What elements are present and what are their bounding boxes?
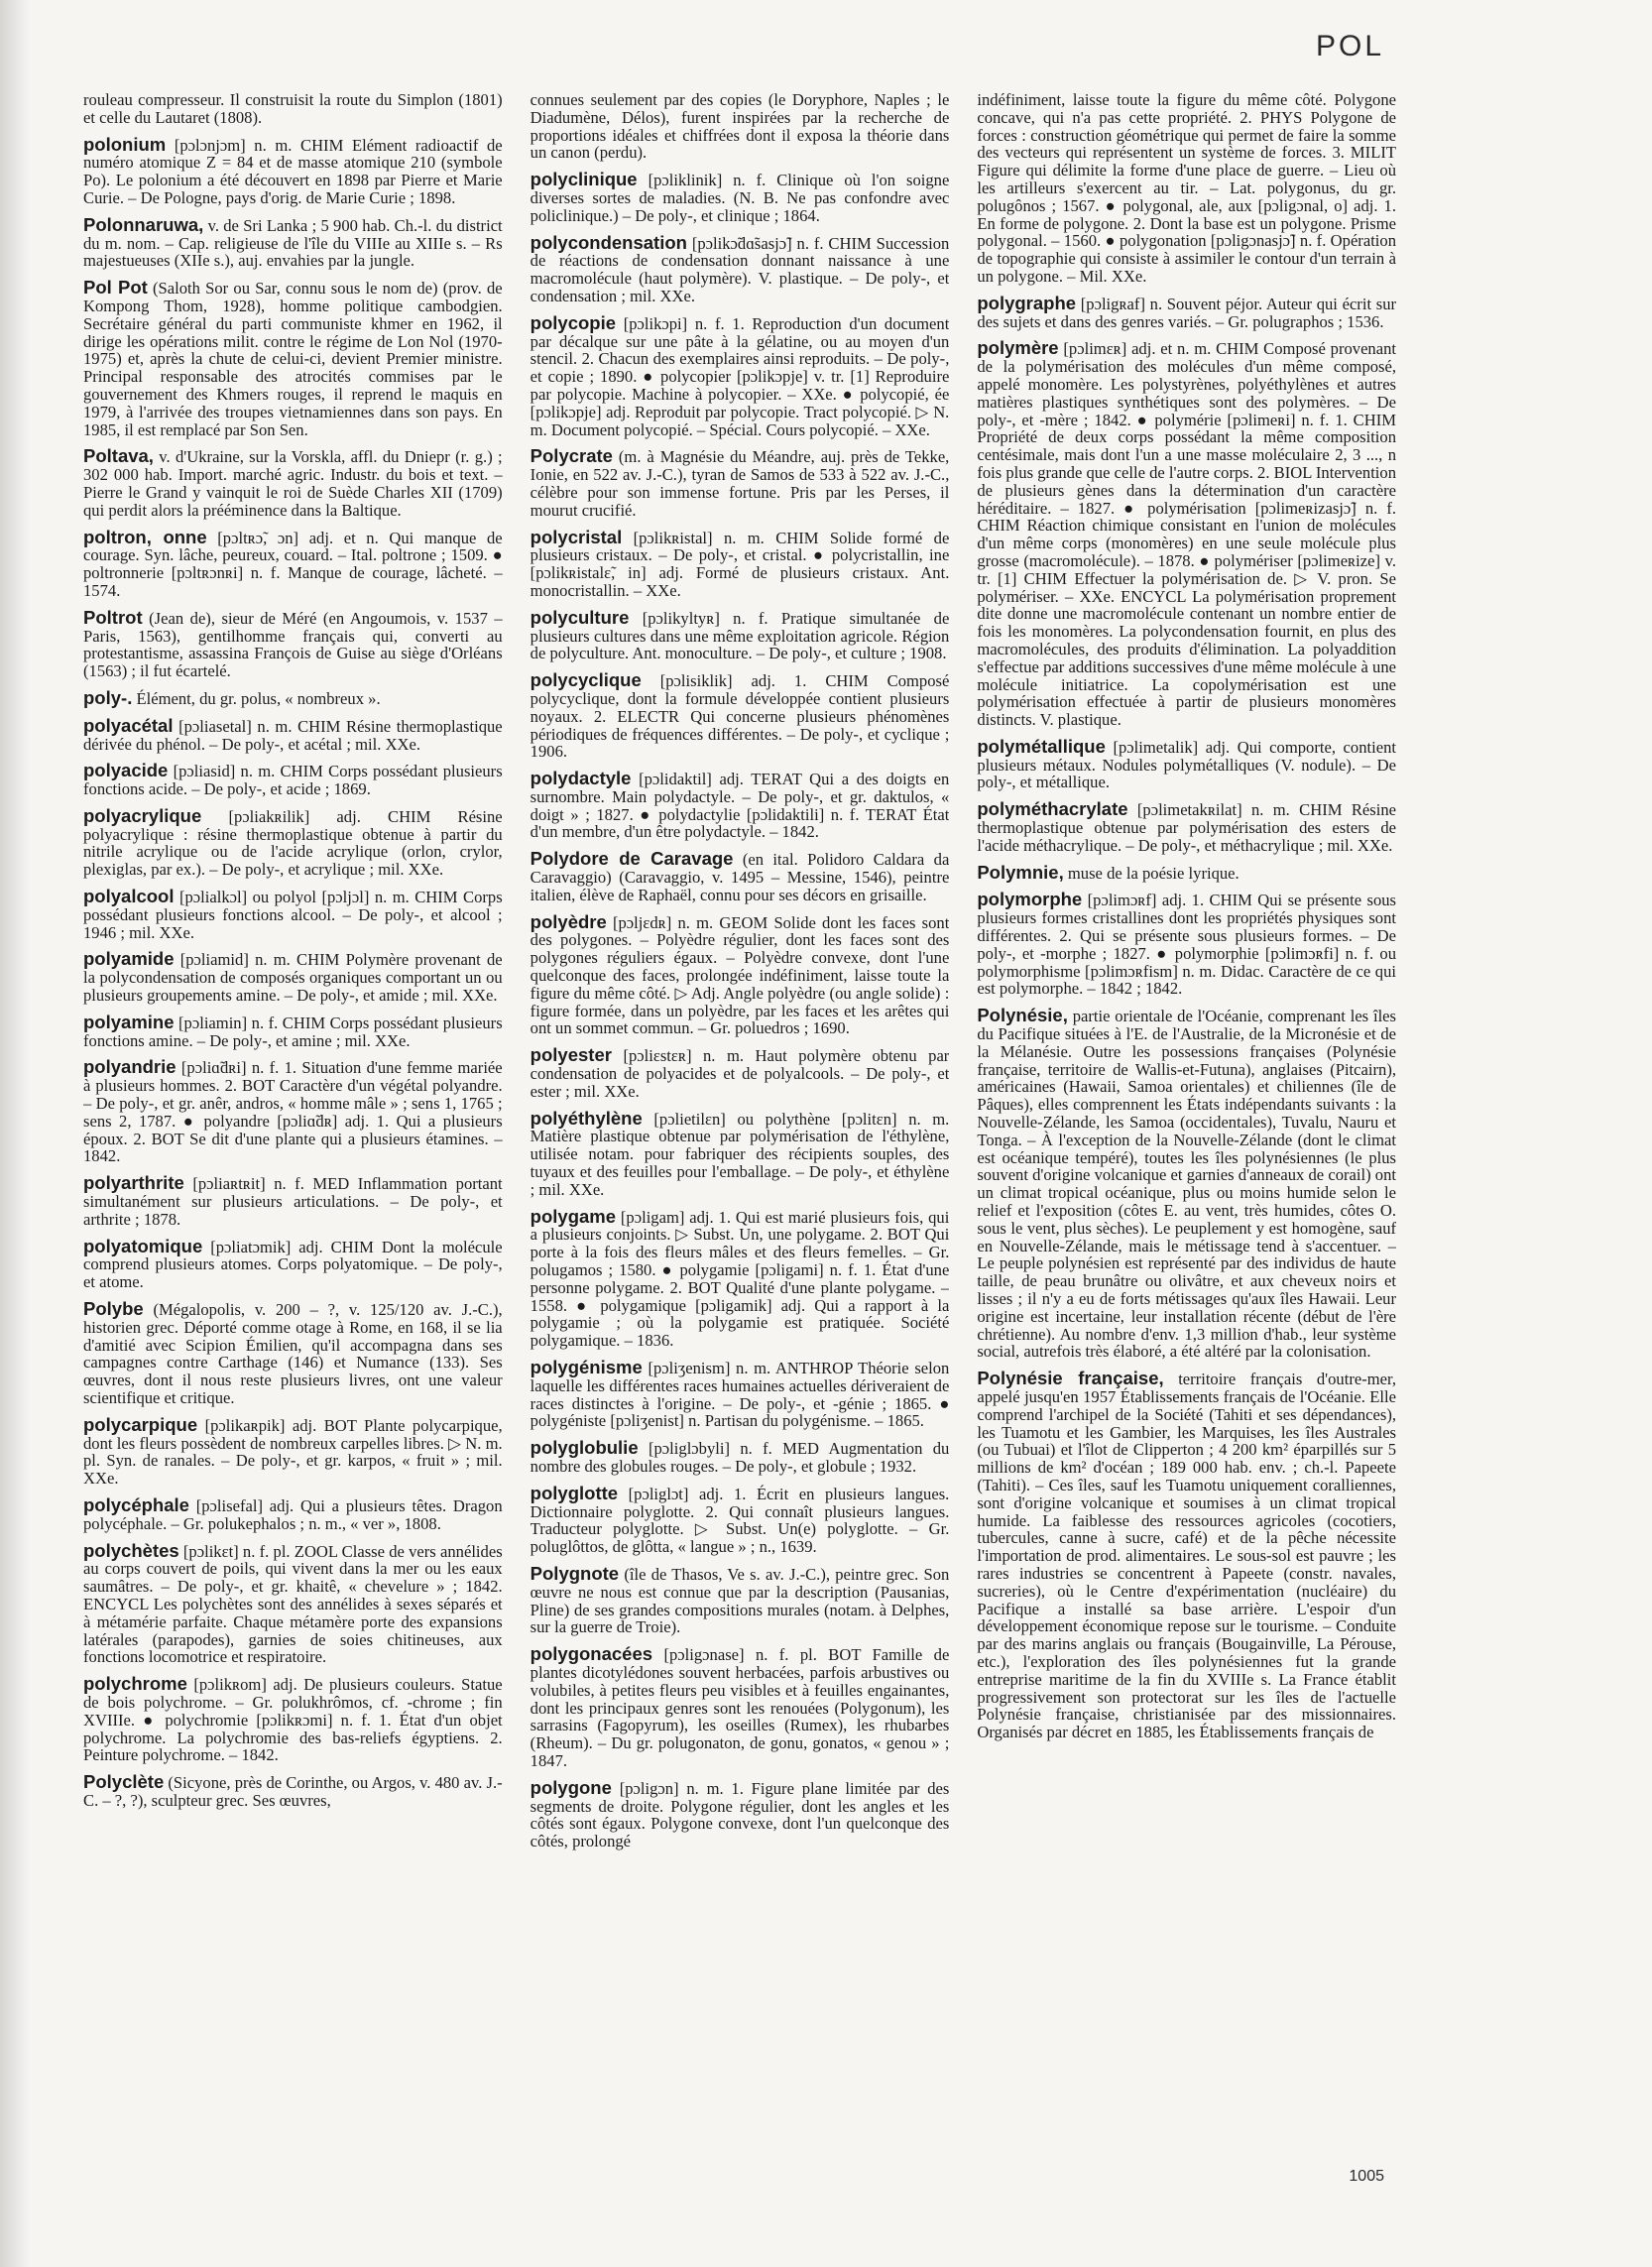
dictionary-entry [977, 292, 1397, 331]
entry-headword: polyamine [83, 1011, 175, 1032]
entry-headword: polyatomique [83, 1235, 203, 1256]
entry-text: muse de la poésie lyrique. [1067, 863, 1239, 883]
entry-headword: Poltava, [83, 445, 154, 467]
dictionary-entry [83, 1493, 503, 1533]
entry-text: [pɔlidaktil] adj. TERAT Qui a des doigts en surnombre. Main polydactyle. – De poly-, et gr. daktulos, « doigt » ; 1827. ● polydactylie [pɔlidaktili] n. f. TERAT État d'un membre, d'un être polydactyle. – 1842. [530, 770, 950, 842]
entry-headword: Polonnaruwa, [83, 213, 204, 235]
entry-text: [pɔligam] adj. 1. Qui est marié plusieurs fois, qui a plusieurs conjoints. ▷ Subst. Un, une polygame. 2. BOT Qui porte à la fois des fleurs mâles et des fleurs femelles. – Gr. polugamos ; 1580. ● polygamie [pɔligami] n. f. 1. État d'une personne polygame. 2. BOT Qualité d'une plante polygame. – 1558. ● polygamique [pɔligamik] adj. Qui a rapport à la polygamie ; où la polygamie est pratiquée. Société polygamique. – 1836. [530, 1207, 950, 1351]
entry-text: [pɔliaʀtʀit] n. f. MED Inflammation portant simultanément sur plusieurs articulations. – De poly-, et arthrite ; 1878. [83, 1174, 503, 1229]
dictionary-entry [530, 1107, 950, 1199]
entry-headword: Polydore de Caravage [530, 848, 734, 870]
dictionary-entry [83, 1675, 503, 1764]
entry-text: [pɔlikʀom] adj. De plusieurs couleurs. Statue de bois polychrome. – Gr. polukhrômos, cf. -chrome ; fin XVIIIe. ● polychromie [pɔlikʀɔmi] n. f. 1. État d'un objet polychrome. La polychromie des bas-reliefs égyptiens. 2. Peinture polychrome. – 1842. [83, 1675, 503, 1765]
entry-text: [pɔliklinik] n. f. Clinique où l'on soigne diverses sortes de maladies. (N. B. Ne pas confondre avec policlinique.) – De poly-, et clinique ; 1864. [530, 171, 950, 225]
entry-text: [pɔlisiklik] adj. 1. CHIM Composé polycyclique, dont la formule développée contient plusieurs noyaux. 2. ELECTR Qui concerne plusieurs phénomènes périodiques de fréquences différentes. – De poly-, et cyclique ; 1906. [530, 671, 950, 762]
entry-headword: polyalcool [83, 886, 175, 907]
entry-text: [pɔlimɛʀ] adj. et n. m. CHIM Composé provenant de la polymérisation des molécules d'un même composé, appelé monomère. Les polystyrènes, polyéthylènes et autres matières plastiques synthétiques sont des polymères. – De poly-, et -mère ; 1842. ● polymérie [pɔlimeʀi] n. f. 1. CHIM Propriété de deux corps possédant la même composition centésimale, mais dont l'un a une masse moléculaire 2, 3 ..., n fois plus grande que celle de l'autre corps. 2. BIOL Intervention de plusieurs gènes dans la détermination d'un caractère héréditaire. – 1827. ● polymérisation [pɔlimeʀizasjɔ̃] n. f. CHIM Réaction chimique consistant en l'union de molécules d'un même corps (monomères) en une seule molécule plus grosse (macromolécule). – 1878. ● polymériser [pɔlimeʀize] v. tr. [1] CHIM Effectuer la polymérisation de. ▷ V. pron. Se polymériser. – XXe. ENCYCL La polymérisation proprement dite donne une macromolécule contenant un nombre entier de fois les monomères. La polycondensation fournit, en plus des macromolécules, des produits d'élimination. La polyaddition s'effectue par additions successives d'une même molécule à une molécule initiatrice. La copolymérisation est une polymérisation effectuée à partir de plusieurs monomères distincts. V. plastique. [977, 339, 1397, 730]
dictionary-entry [83, 1773, 503, 1810]
dictionary-entry [83, 1539, 503, 1667]
entry-headword: polyglotte [530, 1482, 619, 1503]
entry-text: [pɔlietilɛn] ou polythène [pɔlitɛn] n. m. Matière plastique obtenue par polymérisation de l'éthylène, utilisée notam. pour fabriquer des récipients souples, des tuyaux et des feuilles pour l'emballage. – De poly-, et éthylène ; mil. XXe. [530, 1109, 950, 1199]
entry-headword: polonium [83, 133, 167, 155]
dictionary-entry [530, 910, 950, 1038]
entry-text: [pɔliatɔmik] adj. CHIM Dont la molécule comprend plusieurs atomes. Corps polyatomique. – De poly-, et atome. [83, 1237, 503, 1292]
entry-text: (Mégalopolis, v. 200 – ?, v. 125/120 av. J.-C.), historien grec. Déporté comme otage à Rome, en 168, il se lia d'amitié avec Scipion Émilien, qu'il accompagna dans ses campagnes contre Carthage (146) et Numance (133). Ses œuvres, dont il nous reste plusieurs livres, ont une valeur scientifique et critique. [83, 1300, 503, 1407]
entry-text: [pɔliɛstɛʀ] n. m. Haut polymère obtenu par condensation de polyacides et de polyalcools. – De poly-, et ester ; mil. XXe. [530, 1046, 950, 1101]
entry-text: [pɔljɛdʀ] n. m. GEOM Solide dont les faces sont des polygones. – Polyèdre régulier, dont les faces sont des polygones réguliers égaux. – Polyèdre convexe, dont l'une quelconque des faces, prolongée indéfiniment, laisse toute la figure du même côté. ▷ Adj. Angle polyèdre (ou angle solide) : figure formée, dans un polyèdre, par les faces et les arêtes qui ont un sommet commun. – Gr. poluedros ; 1690. [530, 912, 950, 1038]
dictionary-entry [531, 1645, 950, 1770]
entry-text: (m. à Magnésie du Méandre, auj. près de Tekke, Ionie, en 522 av. J.-C.), tyran de Samos de 533 à 522 av. J.-C., célèbre pour son immense fortune. Pris par les Perses, il mourut crucifié. [530, 447, 950, 520]
entry-text: [pɔltʀɔ̃, ɔn] adj. et n. Qui manque de courage. Syn. lâche, peureux, couard. – Ital. poltrone ; 1509. ● poltronnerie [pɔltʀɔnʀi] n. f. Manque de courage, lâcheté. – 1574. [83, 528, 503, 600]
entry-headword: poltron, onne [83, 526, 207, 547]
entry-headword: polyèdre [530, 910, 607, 932]
dictionary-entry [531, 850, 950, 903]
entry-text: (île de Thasos, Ve s. av. J.-C.), peintre grec. Son œuvre ne nous est connue que par la description (Pausanias, Pline) de ses grandes compositions murales (notam. à Delphes, sur la guerre de Troie). [530, 1564, 950, 1637]
dictionary-entry [83, 950, 503, 1004]
entry-text: [pɔlimetalik] adj. Qui comporte, contient plusieurs métaux. Nodules polymétalliques (V. nodule). – De poly-, et métallique. [977, 737, 1397, 792]
entry-headword: polyclinique [530, 169, 638, 190]
entry-headword: polyéthylène [530, 1107, 643, 1129]
entry-headword: poly-. [83, 686, 133, 708]
column-3 [977, 91, 1396, 2124]
entry-headword: polygonacées [530, 1643, 653, 1665]
entry-headword: Polygnote [530, 1562, 620, 1584]
dictionary-entry [531, 1359, 950, 1430]
dictionary-entry [83, 447, 503, 519]
entry-text: [pɔligʀaf] n. Souvent péjor. Auteur qui écrit sur des sujets et dans des genres variés. – Gr. polugraphos ; 1536. [977, 294, 1397, 331]
entry-text: [pɔliglɔt] adj. 1. Écrit en plusieurs langues. Dictionnaire polyglotte. 2. Qui connaît plusieurs langues. Traducteur polyglotte. ▷ Subst. Un(e) polyglotte. – Gr. poluglôttos, de glôtta, « langue » ; n., 1639. [530, 1484, 950, 1557]
dictionary-entry [531, 171, 950, 224]
dictionary-entry [83, 762, 503, 798]
entry-text: [pɔliamin] n. f. CHIM Corps possédant plusieurs fonctions amine. – De poly-, et amine ; mil. XXe. [83, 1013, 503, 1050]
page-number: 1005 [1349, 2168, 1384, 2185]
entry-headword: polygame [530, 1205, 617, 1227]
dictionary-entry [530, 1482, 950, 1557]
entry-headword: polycyclique [530, 669, 642, 691]
column-1 [83, 91, 503, 2124]
entry-headword: Polybe [83, 1298, 144, 1320]
entry-text: [pɔlialkɔl] ou polyol [pɔljɔl] n. m. CHIM Corps possédant plusieurs fonctions alcool. – De poly-, et alcool ; 1946 ; mil. XXe. [83, 888, 503, 942]
entry-text: (Saloth Sor ou Sar, connu sous le nom de) (prov. de Kompong Thom, 1928), homme politique cambodgien. Secrétaire général du parti communiste khmer en 1962, il dirige les opérations milit. contre le régime de Lon Nol (1970-1975) et, après la chute de celui-ci, devient Premier ministre. Principal responsable des atrocités commises par le gouvernement des Khmers rouges, il reprend le maquis en 1979, à l'arrivée des troupes vietnamiennes dans son pays. En 1985, il est remplacé par Son Sen. [83, 279, 503, 439]
dictionary-entry [83, 526, 503, 600]
dictionary-entry [83, 686, 503, 708]
entry-text: v. de Sri Lanka ; 5 900 hab. Ch.-l. du district du m. nom. – Cap. religieuse de l'île du VIIIe au XIIIe s. – Rs majestueuses (XIIe s.), auj. envahies par la jungle. [83, 215, 503, 271]
entry-headword: polymorphe [977, 889, 1083, 910]
entry-headword: Polynésie, [977, 1005, 1068, 1026]
dictionary-entry [83, 1011, 503, 1050]
entry-text: [pɔliasetal] n. m. CHIM Résine thermoplastique dérivée du phénol. – De poly-, et acétal ; mil. XXe. [83, 716, 503, 754]
entry-text: rouleau compresseur. Il construisit la route du Simplon (1801) et celle du Lautaret (1808). [83, 91, 503, 127]
entry-text: (Jean de), sieur de Méré (en Angoumois, v. 1537 – Paris, 1563), gentilhomme français qui, converti au protestantisme, assassina François de Guise au siège d'Orléans (1563) ; il fut écartelé. [83, 608, 503, 681]
entry-headword: polyester [530, 1044, 612, 1066]
dictionary-entry [83, 714, 503, 754]
dictionary-entry [530, 526, 950, 600]
entry-headword: polymère [977, 337, 1059, 359]
entry-headword: Polymnie, [977, 861, 1064, 883]
entry-headword: Pol Pot [83, 277, 148, 298]
running-head: POL [1315, 30, 1384, 62]
dictionary-entry [977, 861, 1396, 883]
entry-headword: polygraphe [977, 292, 1077, 313]
dictionary-entry [977, 891, 1396, 998]
entry-text: [pɔligɔn] n. m. 1. Figure plane limitée par des segments de droite. Polygone régulier, dont les angles et les côtés sont égaux. Polygone convexe, dont l'un quelconque des côtés, prolongé [530, 1778, 950, 1851]
entry-text: [pɔlikyltyʀ] n. f. Pratique simultanée de plusieurs cultures dans une même exploitation agricole. Région de polyculture. Ant. monoculture. – De poly-, et culture ; 1908. [530, 608, 950, 663]
entry-text: (Sicyone, près de Corinthe, ou Argos, v. 480 av. J.-C. – ?, ?), sculpteur grec. Ses œuvres, [83, 1773, 503, 1810]
entry-text: [pɔlikʀistal] n. m. CHIM Solide formé de plusieurs cristaux. – De poly-, et cristal. ● polycristallin, ine [pɔlikʀistalɛ̃, in] adj. Formé de plusieurs cristaux. Ant. monocristallin. – XXe. [530, 528, 950, 600]
entry-headword: Polynésie française, [977, 1368, 1164, 1389]
dictionary-entry [977, 1370, 1396, 1741]
dictionary-entry [83, 804, 503, 880]
entry-headword: Polyclète [83, 1771, 165, 1793]
entry-text: [pɔlisefal] adj. Qui a plusieurs têtes. Dragon polycéphale. – Gr. polukephalos ; n. m., « ver », 1808. [83, 1495, 503, 1533]
dictionary-entry [83, 1413, 503, 1489]
entry-headword: polycristal [530, 526, 623, 547]
entry-text: Élément, du gr. polus, « nombreux ». [136, 688, 381, 708]
entry-headword: polychètes [83, 1539, 179, 1561]
dictionary-entry [531, 1046, 950, 1100]
entry-headword: polycopie [530, 311, 617, 333]
binding-shadow [0, 0, 30, 2267]
entry-columns [83, 91, 1396, 2124]
entry-headword: polycarpique [83, 1413, 198, 1435]
entry-text: [pɔlimɔʀf] adj. 1. CHIM Qui se présente sous plusieurs formes cristallines dont les propriétés physiques sont différentes. 2. Qui se présente sous plusieurs formes. – De poly-, et -morphe ; 1827. ● polymorphie [pɔlimɔʀfi] n. f. ou polymorphisme [pɔlimɔʀfism] n. m. Didac. Caractère de ce qui est polymorphe. – 1842 ; 1842. [977, 891, 1397, 999]
entry-text: [pɔliamid] n. m. CHIM Polymère provenant de la polycondensation de composés organiques comportant un ou plusieurs groupements amine. – De poly-, et amide ; mil. XXe. [83, 950, 503, 1006]
entry-headword: polyandrie [83, 1056, 177, 1078]
entry-headword: polygone [530, 1776, 612, 1798]
entry-continuation [977, 91, 1396, 286]
entry-headword: polyglobulie [530, 1437, 639, 1459]
entry-text: [pɔliakʀilik] adj. CHIM Résine polyacrylique : résine thermoplastique obtenue à partir du nitrile acrylique ou de l'acide acrylique (orlon, crylor, plexiglas, par ex.). – De poly-, et acrylique ; mil. XXe. [83, 806, 503, 880]
entry-headword: polycéphale [83, 1493, 189, 1515]
entry-headword: polyacide [83, 760, 169, 781]
entry-text: [pɔlikɔ̃dɑ̃sasjɔ̃] n. f. CHIM Succession de réactions de condensation donnant naissance à une macromolécule (haut polymère). V. plastique. – De poly-, et condensation ; mil. XXe. [530, 233, 950, 305]
entry-text: indéfiniment, laisse toute la figure du même côté. Polygone concave, qui n'a pas cette propriété. 2. PHYS Polygone de forces : construction géométrique qui permet de faire la somme des vecteurs qui représentent un système de forces. 3. MILIT Figure qui délimite la forme d'une place de guerre. – Lieu où les artilleurs s'exercent au tir. – Lat. polygonus, du gr. polugônos ; 1567. ● polygonal, ale, aux [pɔligɔnal, o] adj. 1. En forme de polygone. 2. Dont la base est un polygone. Prisme polygonal. – 1560. ● polygonation [pɔligɔnasjɔ̃] n. f. Opération de topographie qui consiste à assimiler le contour d'un terrain à un polygone. – Mil. XXe. [977, 91, 1397, 286]
entry-text: [pɔlɔnjɔm] n. m. CHIM Elément radioactif de numéro atomique Z = 84 et de masse atomique 210 (symbole Po). Le polonium a été découvert en 1898 par Pierre et Marie Curie. – De Pologne, pays d'orig. de Marie Curie ; 1898. [83, 135, 503, 207]
dictionary-entry [530, 1205, 950, 1351]
dictionary-entry [977, 800, 1396, 854]
entry-headword: polyarthrite [83, 1172, 184, 1194]
entry-text: [pɔlikɛt] n. f. pl. ZOOL Classe de vers annélides au corps couvert de poils, qui vivent dans la mer ou les eaux saumâtres. – De poly-, et gr. khaitê, « chevelure » ; 1842. ENCYCL Les polychètes sont des annélides à sexes séparés et à métamérie parfaite. Chaque métamère porte des expansions latérales (parapodes), garnies de soies chitineuses, aux fonctions locomotrice et respiratoire. [83, 1541, 503, 1667]
entry-text: connues seulement par des copies (le Doryphore, Naples ; le Diadumène, Délos), furent inspirées par la recherche de proportions idéales et chiffrées dont il exposa la théorie dans un canon (perdu). [530, 91, 950, 163]
entry-text: [pɔligɔnase] n. f. pl. BOT Famille de plantes dicotylédones souvent herbacées, parfois arbustives ou volubiles, à petites fleurs peu visibles et à feuilles engainantes, dont les principaux genres sont les renouées (Polygonum), les sarrasins (Fagopyrum), les oseilles (Rumex), les rhubarbes (Rheum). – Du gr. polugonaton, de gonu, gonatos, « genou » ; 1847. [530, 1645, 950, 1770]
dictionary-entry [531, 447, 950, 519]
entry-text: [pɔlikɔpi] n. f. 1. Reproduction d'un document par décalque sur une pâte à la gélatine, ou au moyen d'un stencil. 2. Chacun des exemplaires ainsi reproduits. – De poly-, et copie ; 1890. ● polycopier [pɔlikɔpje] v. tr. [1] Reproduire par polycopie. Machine à polycopier. – XXe. ● polycopié, ée [pɔlikɔpje] adj. Reproduit par polycopie. Tract polycopié. ▷ N. m. Document polycopié. – Spécial. Cours polycopié. – XXe. [530, 313, 950, 439]
dictionary-entry [83, 279, 503, 438]
entry-headword: polydactyle [530, 768, 632, 789]
entry-headword: Poltrot [83, 606, 143, 628]
entry-text: partie orientale de l'Océanie, comprenant les îles du Pacifique situées à l'E. de l'Australie, de la Micronésie et de la Mélanésie. Outre les possessions françaises (Polynésie française, territoire de Wallis-et-Futuna), anglaises (Pitcairn), américaines (Hawaii, Samoa orientales) et chiliennes (île de Pâques), elles comprennent les États indépendants suivants : la Nouvelle-Zélande, les Samoa (occidentales), Tuvalu, Nauru et Tonga. – À l'exception de la Nouvelle-Zélande (dont le climat est océanique tempéré), toutes les îles polynésiennes (le plus souvent d'origine volcanique et garnies d'anneaux de corail) ont un climat tropical océanique, plus ou moins humide selon le relief et l'exposition (côtes E. au vent, très humides, côtes O. sous le vent, plus sèches). Le peuplement y est homogène, sauf en Nouvelle-Zélande, mais le métissage tend à s'accentuer. – Le peuple polynésien est représenté par des individus de haute taille, de peau brunâtre ou olivâtre, et aux cheveux noirs et lisses ; il n'y a eu de forts métissages qu'aux îles Hawaii. Leur origine est incertaine, leur installation récente (début de l'ère chrétienne). Au nombre d'env. 1,3 million d'hab., leur système social, autrefois très élaboré, a été altéré par la colonisation. [977, 1007, 1397, 1362]
entry-headword: polyculture [530, 606, 630, 628]
entry-text: v. d'Ukraine, sur la Vorskla, affl. du Dniepr (r. g.) ; 302 000 hab. Import. marché agric. Industr. du bois et text. – Pierre le Grand y vainquit le roi de Suède Charles XII (1709) qui perdit alors la prééminence dans la Baltique. [83, 447, 503, 520]
dictionary-entry [977, 339, 1396, 729]
entry-headword: polymétallique [977, 735, 1106, 757]
dictionary-entry [83, 606, 503, 681]
dictionary-entry [530, 1776, 950, 1851]
dictionary-entry [83, 1058, 503, 1165]
entry-text: [pɔliasid] n. m. CHIM Corps possédant plusieurs fonctions acide. – De poly-, et acide ; 1869. [83, 762, 503, 799]
entry-headword: polyamide [83, 948, 175, 970]
dictionary-entry [531, 671, 950, 761]
entry-headword: polyacétal [83, 714, 174, 736]
dictionary-entry [531, 1439, 950, 1476]
dictionary-entry [977, 735, 1397, 792]
entry-headword: polychrome [83, 1673, 187, 1695]
entry-text: [pɔliglɔbyli] n. f. MED Augmentation du nombre des globules rouges. – De poly-, et globule ; 1932. [530, 1439, 950, 1476]
dictionary-entry [83, 1174, 503, 1228]
dictionary-entry [83, 888, 503, 941]
dictionary-entry [83, 1300, 503, 1407]
dictionary-entry [83, 133, 503, 207]
dictionary-entry [83, 213, 503, 271]
dictionary-entry [531, 770, 950, 841]
entry-headword: polycondensation [530, 231, 687, 253]
entry-text: [pɔliʒenism] n. m. ANTHROP Théorie selon laquelle les différentes races humaines actuelles dériveraient de races distinctes à l'origine. – De poly-, et -génie ; 1865. ● polygéniste [pɔliʒenist] n. Partisan du polygénisme. – 1865. [530, 1359, 950, 1431]
dictionary-entry [977, 1007, 1396, 1361]
entry-headword: polyacrylique [83, 804, 202, 826]
entry-text: [pɔliɑ̃dʀi] n. f. 1. Situation d'une femme mariée à plusieurs hommes. 2. BOT Caractère d'un végétal polyandre. – De poly-, et gr. anêr, andros, « homme mâle » ; sens 1, 1765 ; sens 2, 1787. ● polyandre [pɔliɑ̃dʀ] adj. 1. Qui a plusieurs époux. 2. BOT Se dit d'une plante qui a plusieurs étamines. – 1842. [83, 1058, 503, 1166]
entry-text: (en ital. Polidoro Caldara da Caravaggio) (Caravaggio, v. 1495 – Messine, 1546), peintre italien, élève de Raphaël, connu pour ses décors en grisaille. [530, 850, 950, 904]
dictionary-entry [530, 606, 950, 663]
dictionary-entry [530, 1562, 950, 1637]
entry-text: [pɔlikaʀpik] adj. BOT Plante polycarpique, dont les fleurs possèdent de nombreux carpelles libres. ▷ N. m. pl. Syn. de ranales. – De poly-, et gr. karpos, « fruit » ; mil. XXe. [83, 1415, 503, 1489]
dictionary-entry [83, 1235, 503, 1292]
entry-text: territoire français d'outre-mer, appelé jusqu'en 1957 Établissements français de l'Océanie. Elle comprend l'archipel de la Société (Tahiti et ses dépendances), les Tuamotu et les Gambier, les Marquises, les îles Australes (ou Tubuai) et l'îlot de Clipperton ; 4 200 km² éparpillés sur 5 millions de km² d'océan ; 189 000 hab. env. ; ch.-l. Papeete (Tahiti). – Ces îles, sauf les Tuamotu uniquement coralliennes, sont d'origine volcanique et soumises à un climat tropical humide. La faiblesse des ressources agricoles (cocotiers, tubercules, canne à sucre, café) et de la pêche nécessite l'importation de prod. alimentaires. Le sous-sol est pauvre ; les rares industries se concentrent à Papeete (constr. navales, sucreries), où le Centre d'expérimentation (nucléaire) du Pacifique a installé sa base arrière. L'espoir d'un développement économique repose sur le tourisme. – Conduite par des marins anglais ou français (Bougainville, La Pérouse, etc.), l'exploration des îles polynésiennes fut la grande entreprise maritime de la fin du XVIIIe s. La France établit progressivement son protectorat sur les îles de l'actuelle Polynésie française, christianisée par des missionnaires. Organisés par décret en 1885, les Établissements français de [977, 1370, 1397, 1742]
entry-continuation [531, 91, 950, 162]
entry-headword: Polycrate [530, 445, 613, 467]
entry-headword: polyméthacrylate [977, 798, 1128, 820]
entry-text: [pɔlimetakʀilat] n. m. CHIM Résine thermoplastique obtenue par polymérisation des esters de l'acide méthacrylique. – De poly-, et méthacrylique ; mil. XXe. [977, 800, 1397, 855]
dictionary-entry [530, 311, 950, 439]
entry-continuation [83, 91, 503, 127]
column-2 [531, 91, 950, 2124]
entry-headword: polygénisme [530, 1357, 643, 1377]
dictionary-entry [530, 231, 950, 305]
